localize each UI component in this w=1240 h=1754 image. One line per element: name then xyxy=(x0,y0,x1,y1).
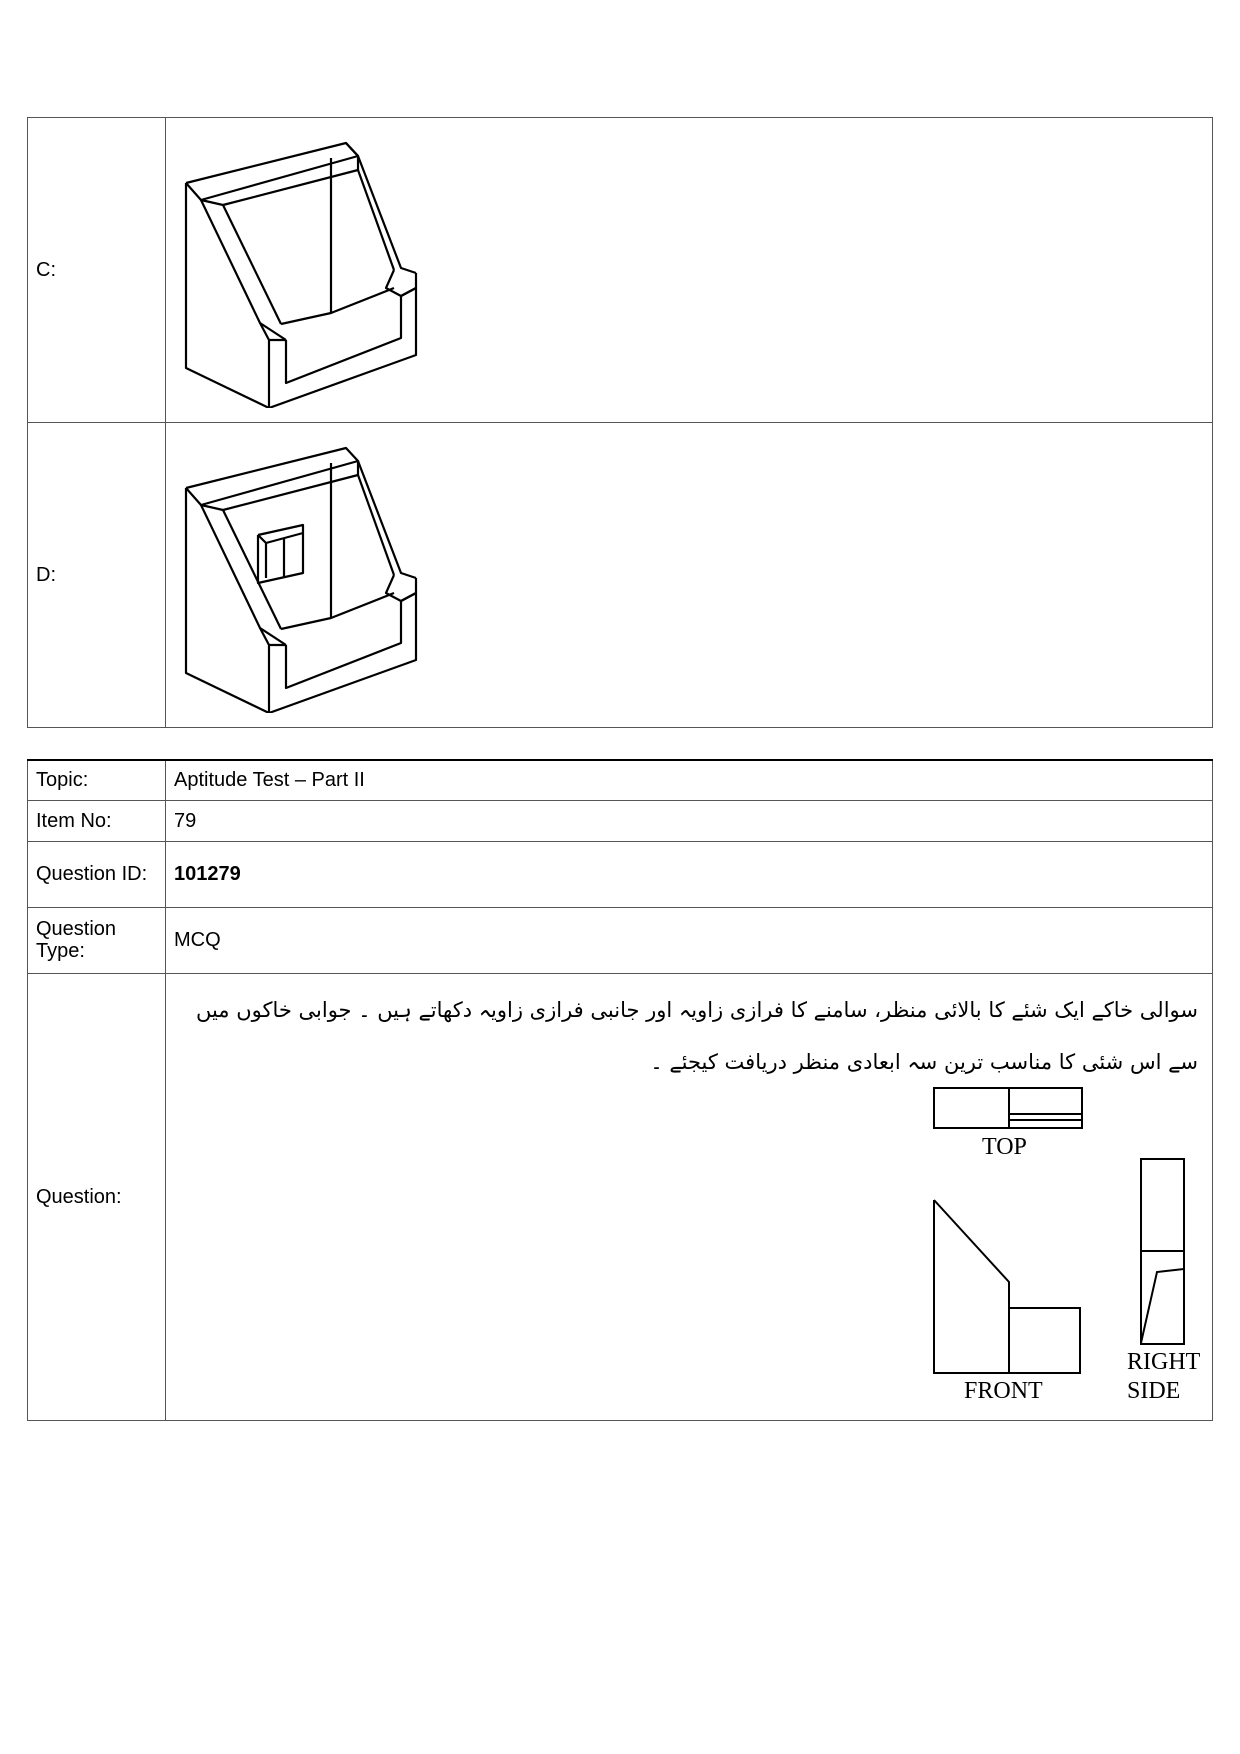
option-figure-c xyxy=(166,118,1213,423)
topic-label: Topic: xyxy=(28,760,166,800)
question-meta-table xyxy=(27,759,1213,1421)
option-label-c: C: xyxy=(28,118,166,423)
right-view-label: RIGHT xyxy=(1127,1348,1201,1375)
orthographic-views-figure xyxy=(912,1084,1212,1404)
question-row xyxy=(28,973,1213,1420)
item-label: Item No: xyxy=(28,800,166,841)
topic-value: Aptitude Test – Part II xyxy=(166,760,1213,800)
isometric-bracket-window-icon xyxy=(176,433,436,713)
question-body xyxy=(166,973,1213,1420)
question-id-value: 101279 xyxy=(166,841,1213,907)
front-view xyxy=(934,1200,1080,1373)
top-view-label: TOP xyxy=(982,1133,1027,1160)
item-value: 79 xyxy=(166,800,1213,841)
question-label: Question: xyxy=(28,973,166,1420)
question-type-value: MCQ xyxy=(166,907,1213,973)
question-id-row xyxy=(28,841,1213,907)
option-label-d: D: xyxy=(28,423,166,728)
right-side-view xyxy=(1141,1159,1184,1344)
topic-row xyxy=(28,760,1213,800)
options-table xyxy=(27,117,1213,728)
question-id-label: Question ID: xyxy=(28,841,166,907)
isometric-bracket-open-icon xyxy=(176,128,436,408)
side-view-label: SIDE xyxy=(1127,1377,1181,1404)
option-figure-d xyxy=(166,423,1213,728)
top-view xyxy=(934,1088,1082,1128)
question-type-row xyxy=(28,907,1213,973)
item-row xyxy=(28,800,1213,841)
option-row-c xyxy=(28,118,1213,423)
question-urdu-text: سوالی خاکے ایک شئے کا بالائی منظر، سامنے کا فرازی زاویہ اور جانبی فرازی زاویہ دکھاتے ہیں ۔ جوابی خاکوں میں سے اس شئی کا مناسب ترین سہ ابعادی منظر دریافت کیجئے ۔ xyxy=(195,997,1198,1074)
question-type-label: Question Type: xyxy=(28,907,166,973)
option-row-d xyxy=(28,423,1213,728)
front-view-label: FRONT xyxy=(964,1377,1043,1404)
